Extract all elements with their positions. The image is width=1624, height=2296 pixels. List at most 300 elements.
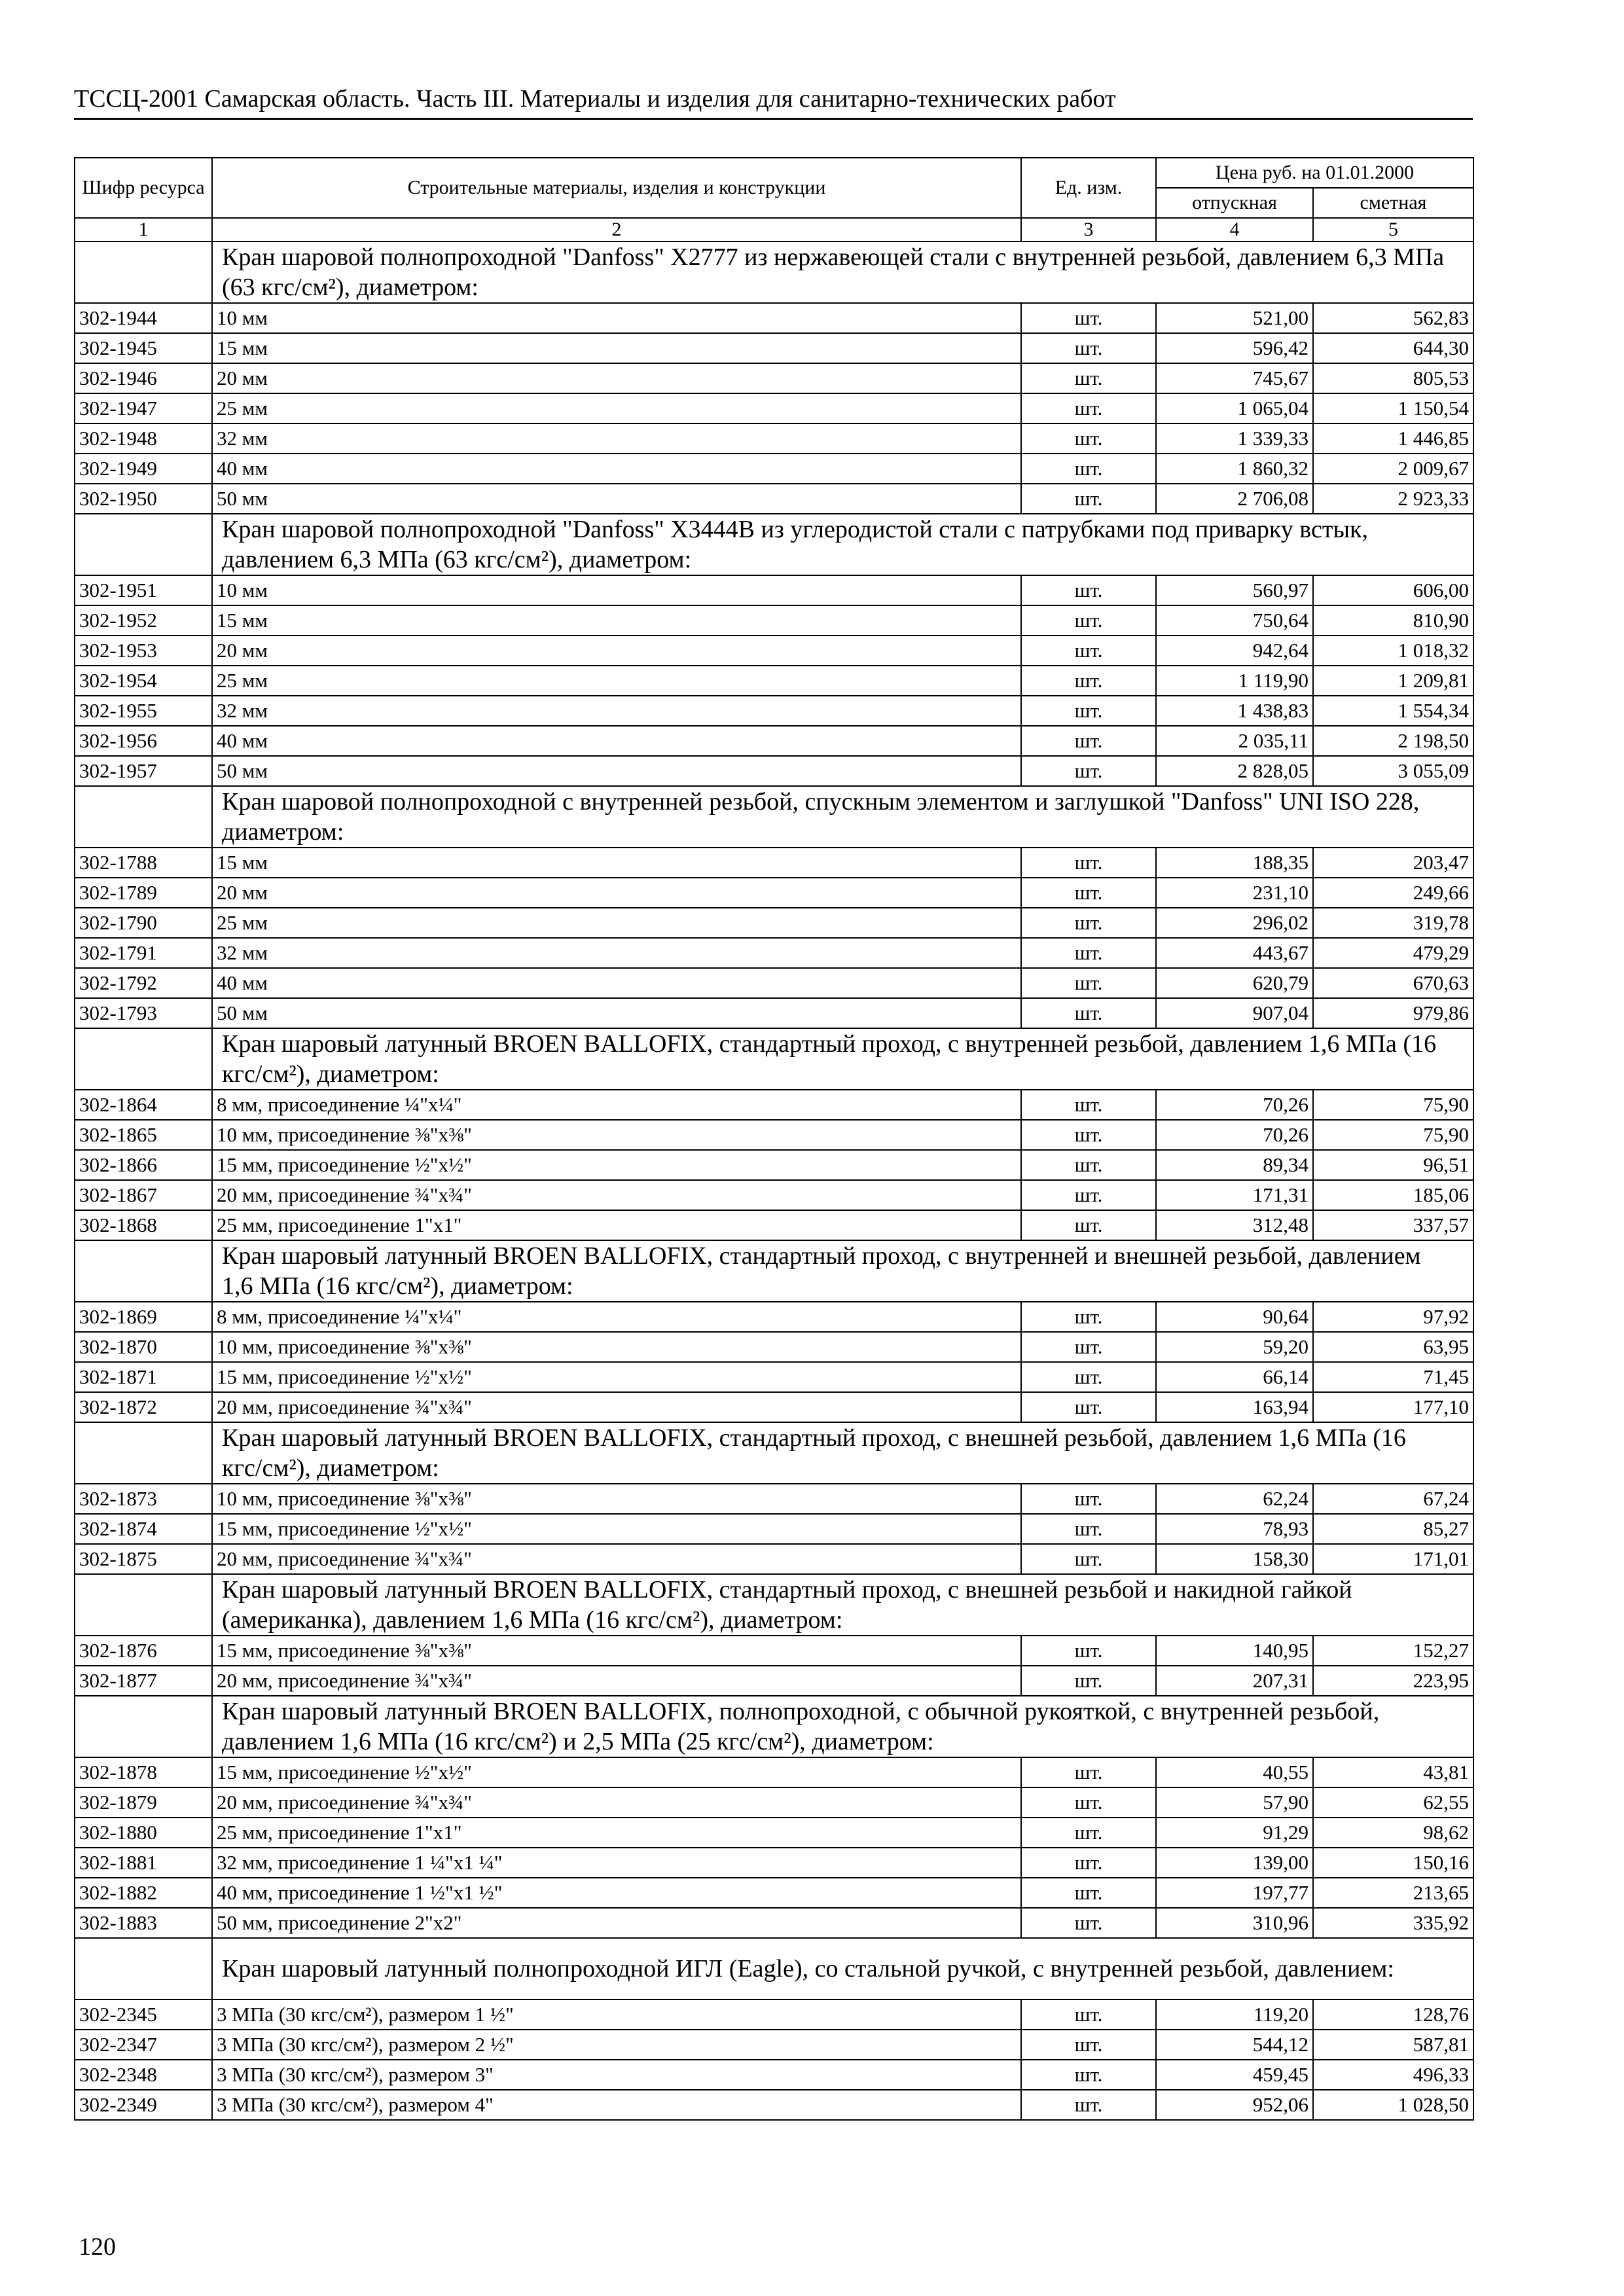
release-price: 171,31: [1156, 1180, 1313, 1210]
table-row: [75, 1544, 1473, 1574]
estimate-price: 150,16: [1313, 1848, 1473, 1878]
unit-cell: шт.: [1021, 938, 1156, 968]
table-row: [75, 696, 1473, 726]
page-number: 120: [79, 2233, 116, 2261]
estimate-price: 171,01: [1313, 1544, 1473, 1574]
unit-cell: шт.: [1021, 1332, 1156, 1362]
unit-cell: шт.: [1021, 1362, 1156, 1392]
estimate-price: 213,65: [1313, 1878, 1473, 1908]
estimate-price: 1 018,32: [1313, 636, 1473, 666]
estimate-price: 1 150,54: [1313, 393, 1473, 423]
resource-code: 302-1789: [75, 878, 212, 908]
estimate-price: 2 009,67: [1313, 454, 1473, 484]
item-name: 3 МПа (30 кгс/см²), размером 4": [212, 2090, 1021, 2120]
table-row: [75, 1848, 1473, 1878]
col-header-estimate: сметная: [1313, 188, 1473, 218]
resource-code: 302-1950: [75, 484, 212, 514]
unit-cell: шт.: [1021, 1544, 1156, 1574]
unit-cell: шт.: [1021, 1878, 1156, 1908]
table-row: [75, 848, 1473, 878]
item-name: 15 мм: [212, 333, 1021, 363]
page-header-title: ТССЦ-2001 Самарская область. Часть III. Материалы и изделия для санитарно-технических работ: [74, 85, 1116, 113]
release-price: 952,06: [1156, 2090, 1313, 2120]
release-price: 443,67: [1156, 938, 1313, 968]
table-row: [75, 423, 1473, 454]
item-name: 40 мм: [212, 726, 1021, 756]
item-name: 20 мм, присоединение ¾"х¾": [212, 1392, 1021, 1422]
release-price: 119,20: [1156, 2000, 1313, 2030]
resource-code: 302-1879: [75, 1787, 212, 1818]
item-name: 32 мм: [212, 423, 1021, 454]
unit-cell: шт.: [1021, 1090, 1156, 1120]
item-name: 15 мм: [212, 848, 1021, 878]
unit-cell: шт.: [1021, 1180, 1156, 1210]
estimate-price: 319,78: [1313, 908, 1473, 938]
estimate-price: 2 923,33: [1313, 484, 1473, 514]
release-price: 596,42: [1156, 333, 1313, 363]
col-number: 5: [1313, 218, 1473, 242]
resource-code: 302-1871: [75, 1362, 212, 1392]
table-row: [75, 333, 1473, 363]
item-name: 20 мм, присоединение ¾"х¾": [212, 1787, 1021, 1818]
group-code-cell: [75, 1422, 212, 1484]
item-name: 40 мм: [212, 968, 1021, 998]
item-name: 32 мм: [212, 938, 1021, 968]
resource-code: 302-1788: [75, 848, 212, 878]
release-price: 163,94: [1156, 1392, 1313, 1422]
resource-code: 302-1864: [75, 1090, 212, 1120]
group-code-cell: [75, 1240, 212, 1302]
release-price: 296,02: [1156, 908, 1313, 938]
item-name: 50 мм: [212, 484, 1021, 514]
group-header-row: [75, 1422, 1473, 1484]
release-price: 310,96: [1156, 1908, 1313, 1938]
group-code-cell: [75, 786, 212, 848]
release-price: 2 828,05: [1156, 756, 1313, 786]
item-name: 15 мм, присоединение ⅜"х⅜": [212, 1636, 1021, 1666]
release-price: 620,79: [1156, 968, 1313, 998]
item-name: 3 МПа (30 кгс/см²), размером 2 ½": [212, 2030, 1021, 2060]
item-name: 15 мм, присоединение ½"х½": [212, 1757, 1021, 1787]
release-price: 907,04: [1156, 998, 1313, 1028]
release-price: 66,14: [1156, 1362, 1313, 1392]
table-row: [75, 1818, 1473, 1848]
estimate-price: 177,10: [1313, 1392, 1473, 1422]
col-number: 1: [75, 218, 212, 242]
col-number: 4: [1156, 218, 1313, 242]
release-price: 40,55: [1156, 1757, 1313, 1787]
resource-code: 302-1873: [75, 1484, 212, 1514]
unit-cell: шт.: [1021, 1757, 1156, 1787]
price-table: [74, 157, 1474, 2121]
estimate-price: 337,57: [1313, 1210, 1473, 1240]
estimate-price: 3 055,09: [1313, 756, 1473, 786]
item-name: 25 мм, присоединение 1"х1": [212, 1210, 1021, 1240]
group-code-cell: [75, 1574, 212, 1636]
group-title: Кран шаровой полнопроходной с внутренней резьбой, спускным элементом и заглушкой "Danfoss" UNI ISO 228, диаметром:: [212, 786, 1473, 848]
release-price: 1 438,83: [1156, 696, 1313, 726]
group-title: Кран шаровый латунный BROEN BALLOFIX, стандартный проход, с внешней резьбой и накидной гайкой (американка), давлением 1,6 МПа (16 кгс/см²), диаметром:: [212, 1574, 1473, 1636]
estimate-price: 67,24: [1313, 1484, 1473, 1514]
group-code-cell: [75, 1028, 212, 1090]
group-title: Кран шаровый латунный BROEN BALLOFIX, стандартный проход, с внешней резьбой, давлением 1,6 МПа (16 кгс/см²), диаметром:: [212, 1422, 1473, 1484]
estimate-price: 223,95: [1313, 1666, 1473, 1696]
release-price: 231,10: [1156, 878, 1313, 908]
item-name: 15 мм, присоединение ½"х½": [212, 1362, 1021, 1392]
group-header-row: [75, 1574, 1473, 1636]
unit-cell: шт.: [1021, 1120, 1156, 1150]
estimate-price: 63,95: [1313, 1332, 1473, 1362]
item-name: 8 мм, присоединение ¼"х¼": [212, 1302, 1021, 1332]
table-row: [75, 1362, 1473, 1392]
table-row: [75, 1757, 1473, 1787]
unit-cell: шт.: [1021, 454, 1156, 484]
group-header-row: [75, 514, 1473, 575]
unit-cell: шт.: [1021, 968, 1156, 998]
resource-code: 302-1881: [75, 1848, 212, 1878]
table-row: [75, 908, 1473, 938]
table-row: [75, 1302, 1473, 1332]
estimate-price: 96,51: [1313, 1150, 1473, 1180]
release-price: 158,30: [1156, 1544, 1313, 1574]
item-name: 25 мм, присоединение 1"х1": [212, 1818, 1021, 1848]
resource-code: 302-1955: [75, 696, 212, 726]
table-row: [75, 1210, 1473, 1240]
item-name: 50 мм, присоединение 2"х2": [212, 1908, 1021, 1938]
resource-code: 302-1867: [75, 1180, 212, 1210]
unit-cell: шт.: [1021, 303, 1156, 333]
release-price: 1 065,04: [1156, 393, 1313, 423]
table-row: [75, 1878, 1473, 1908]
group-code-cell: [75, 1696, 212, 1757]
release-price: 544,12: [1156, 2030, 1313, 2060]
group-title: Кран шаровый латунный BROEN BALLOFIX, стандартный проход, с внутренней и внешней резьбой, давлением 1,6 МПа (16 кгс/см²), диаметром:: [212, 1240, 1473, 1302]
unit-cell: шт.: [1021, 1908, 1156, 1938]
estimate-price: 670,63: [1313, 968, 1473, 998]
release-price: 89,34: [1156, 1150, 1313, 1180]
release-price: 70,26: [1156, 1120, 1313, 1150]
estimate-price: 128,76: [1313, 2000, 1473, 2030]
estimate-price: 97,92: [1313, 1302, 1473, 1332]
release-price: 70,26: [1156, 1090, 1313, 1120]
resource-code: 302-1953: [75, 636, 212, 666]
release-price: 91,29: [1156, 1818, 1313, 1848]
resource-code: 302-1876: [75, 1636, 212, 1666]
release-price: 62,24: [1156, 1484, 1313, 1514]
group-code-cell: [75, 514, 212, 575]
col-header-release: отпускная: [1156, 188, 1313, 218]
item-name: 15 мм, присоединение ½"х½": [212, 1150, 1021, 1180]
table-row: [75, 878, 1473, 908]
group-title: Кран шаровой полнопроходной "Danfoss" X2777 из нержавеющей стали с внутренней резьбой, давлением 6,3 МПа (63 кгс/см²), диаметром:: [212, 242, 1473, 303]
table-row: [75, 1636, 1473, 1666]
table-row: [75, 636, 1473, 666]
item-name: 20 мм, присоединение ¾"х¾": [212, 1180, 1021, 1210]
resource-code: 302-1874: [75, 1514, 212, 1544]
resource-code: 302-1947: [75, 393, 212, 423]
unit-cell: шт.: [1021, 2090, 1156, 2120]
table-row: [75, 666, 1473, 696]
release-price: 78,93: [1156, 1514, 1313, 1544]
table-row: [75, 454, 1473, 484]
item-name: 25 мм: [212, 393, 1021, 423]
estimate-price: 75,90: [1313, 1120, 1473, 1150]
group-header-row: [75, 242, 1473, 303]
release-price: 1 119,90: [1156, 666, 1313, 696]
release-price: 59,20: [1156, 1332, 1313, 1362]
release-price: 90,64: [1156, 1302, 1313, 1332]
group-title: Кран шаровый латунный BROEN BALLOFIX, стандартный проход, с внутренней резьбой, давлением 1,6 МПа (16 кгс/см²), диаметром:: [212, 1028, 1473, 1090]
estimate-price: 644,30: [1313, 333, 1473, 363]
resource-code: 302-1957: [75, 756, 212, 786]
item-name: 3 МПа (30 кгс/см²), размером 3": [212, 2060, 1021, 2090]
col-header-code: Шифр ресурса: [75, 158, 212, 218]
item-name: 40 мм: [212, 454, 1021, 484]
unit-cell: шт.: [1021, 848, 1156, 878]
unit-cell: шт.: [1021, 998, 1156, 1028]
item-name: 15 мм: [212, 605, 1021, 636]
unit-cell: шт.: [1021, 333, 1156, 363]
table-row: [75, 968, 1473, 998]
unit-cell: шт.: [1021, 1210, 1156, 1240]
unit-cell: шт.: [1021, 1848, 1156, 1878]
estimate-price: 249,66: [1313, 878, 1473, 908]
unit-cell: шт.: [1021, 2030, 1156, 2060]
estimate-price: 335,92: [1313, 1908, 1473, 1938]
release-price: 459,45: [1156, 2060, 1313, 2090]
table-row: [75, 1180, 1473, 1210]
item-name: 32 мм: [212, 696, 1021, 726]
unit-cell: шт.: [1021, 423, 1156, 454]
table-row: [75, 484, 1473, 514]
price-table-body: [75, 242, 1473, 2120]
unit-cell: шт.: [1021, 1392, 1156, 1422]
resource-code: 302-1952: [75, 605, 212, 636]
resource-code: 302-2347: [75, 2030, 212, 2060]
release-price: 188,35: [1156, 848, 1313, 878]
estimate-price: 587,81: [1313, 2030, 1473, 2060]
resource-code: 302-1872: [75, 1392, 212, 1422]
release-price: 1 860,32: [1156, 454, 1313, 484]
item-name: 20 мм, присоединение ¾"х¾": [212, 1544, 1021, 1574]
unit-cell: шт.: [1021, 1150, 1156, 1180]
estimate-price: 203,47: [1313, 848, 1473, 878]
resource-code: 302-1949: [75, 454, 212, 484]
resource-code: 302-1946: [75, 363, 212, 393]
item-name: 25 мм: [212, 666, 1021, 696]
unit-cell: шт.: [1021, 636, 1156, 666]
estimate-price: 2 198,50: [1313, 726, 1473, 756]
item-name: 50 мм: [212, 756, 1021, 786]
estimate-price: 479,29: [1313, 938, 1473, 968]
release-price: 560,97: [1156, 575, 1313, 605]
group-header-row: [75, 1028, 1473, 1090]
table-row: [75, 2090, 1473, 2120]
item-name: 20 мм: [212, 636, 1021, 666]
table-row: [75, 2000, 1473, 2030]
table-row: [75, 1392, 1473, 1422]
unit-cell: шт.: [1021, 484, 1156, 514]
unit-cell: шт.: [1021, 393, 1156, 423]
estimate-price: 75,90: [1313, 1090, 1473, 1120]
header-rule: [74, 118, 1473, 120]
item-name: 15 мм, присоединение ½"х½": [212, 1514, 1021, 1544]
col-header-name: Строительные материалы, изделия и конструкции: [212, 158, 1021, 218]
estimate-price: 62,55: [1313, 1787, 1473, 1818]
item-name: 20 мм: [212, 363, 1021, 393]
estimate-price: 152,27: [1313, 1636, 1473, 1666]
resource-code: 302-1954: [75, 666, 212, 696]
resource-code: 302-1868: [75, 1210, 212, 1240]
item-name: 20 мм, присоединение ¾"х¾": [212, 1666, 1021, 1696]
item-name: 10 мм, присоединение ⅜"х⅜": [212, 1332, 1021, 1362]
resource-code: 302-1948: [75, 423, 212, 454]
estimate-price: 979,86: [1313, 998, 1473, 1028]
unit-cell: шт.: [1021, 1818, 1156, 1848]
item-name: 10 мм, присоединение ⅜"х⅜": [212, 1120, 1021, 1150]
release-price: 521,00: [1156, 303, 1313, 333]
unit-cell: шт.: [1021, 756, 1156, 786]
unit-cell: шт.: [1021, 1514, 1156, 1544]
release-price: 140,95: [1156, 1636, 1313, 1666]
resource-code: 302-1878: [75, 1757, 212, 1787]
group-title: Кран шаровой полнопроходной "Danfoss" X3444B из углеродистой стали с патрубками под приварку встык, давлением 6,3 МПа (63 кгс/см²), диаметром:: [212, 514, 1473, 575]
table-row: [75, 1666, 1473, 1696]
resource-code: 302-2348: [75, 2060, 212, 2090]
estimate-price: 562,83: [1313, 303, 1473, 333]
resource-code: 302-1945: [75, 333, 212, 363]
table-row: [75, 1120, 1473, 1150]
item-name: 8 мм, присоединение ¼"х¼": [212, 1090, 1021, 1120]
resource-code: 302-2349: [75, 2090, 212, 2120]
unit-cell: шт.: [1021, 1787, 1156, 1818]
resource-code: 302-2345: [75, 2000, 212, 2030]
unit-cell: шт.: [1021, 726, 1156, 756]
release-price: 312,48: [1156, 1210, 1313, 1240]
resource-code: 302-1956: [75, 726, 212, 756]
estimate-price: 1 028,50: [1313, 2090, 1473, 2120]
group-code-cell: [75, 242, 212, 303]
unit-cell: шт.: [1021, 1666, 1156, 1696]
resource-code: 302-1791: [75, 938, 212, 968]
release-price: 1 339,33: [1156, 423, 1313, 454]
unit-cell: шт.: [1021, 696, 1156, 726]
unit-cell: шт.: [1021, 1484, 1156, 1514]
unit-cell: шт.: [1021, 878, 1156, 908]
table-row: [75, 1908, 1473, 1938]
resource-code: 302-1944: [75, 303, 212, 333]
table-row: [75, 1484, 1473, 1514]
item-name: 20 мм: [212, 878, 1021, 908]
col-number: 2: [212, 218, 1021, 242]
release-price: 942,64: [1156, 636, 1313, 666]
estimate-price: 1 209,81: [1313, 666, 1473, 696]
col-number: 3: [1021, 218, 1156, 242]
unit-cell: шт.: [1021, 908, 1156, 938]
release-price: 139,00: [1156, 1848, 1313, 1878]
item-name: 50 мм: [212, 998, 1021, 1028]
table-row: [75, 1150, 1473, 1180]
group-title: Кран шаровый латунный BROEN BALLOFIX, полнопроходной, с обычной рукояткой, с внутренней резьбой, давлением 1,6 МПа (16 кгс/см²) и 2,5 МПа (25 кгс/см²), диаметром:: [212, 1696, 1473, 1757]
resource-code: 302-1883: [75, 1908, 212, 1938]
estimate-price: 810,90: [1313, 605, 1473, 636]
table-row: [75, 938, 1473, 968]
estimate-price: 85,27: [1313, 1514, 1473, 1544]
table-row: [75, 575, 1473, 605]
unit-cell: шт.: [1021, 2060, 1156, 2090]
item-name: 32 мм, присоединение 1 ¼"х1 ¼": [212, 1848, 1021, 1878]
release-price: 2 035,11: [1156, 726, 1313, 756]
table-row: [75, 303, 1473, 333]
table-row: [75, 1332, 1473, 1362]
resource-code: 302-1866: [75, 1150, 212, 1180]
estimate-price: 71,45: [1313, 1362, 1473, 1392]
resource-code: 302-1875: [75, 1544, 212, 1574]
release-price: 197,77: [1156, 1878, 1313, 1908]
release-price: 207,31: [1156, 1666, 1313, 1696]
release-price: 745,67: [1156, 363, 1313, 393]
resource-code: 302-1951: [75, 575, 212, 605]
unit-cell: шт.: [1021, 1636, 1156, 1666]
estimate-price: 98,62: [1313, 1818, 1473, 1848]
col-header-price-group: Цена руб. на 01.01.2000: [1156, 158, 1473, 188]
table-row: [75, 1090, 1473, 1120]
table-row: [75, 2060, 1473, 2090]
resource-code: 302-1869: [75, 1302, 212, 1332]
release-price: 2 706,08: [1156, 484, 1313, 514]
table-row: [75, 363, 1473, 393]
item-name: 40 мм, присоединение 1 ½"х1 ½": [212, 1878, 1021, 1908]
table-row: [75, 998, 1473, 1028]
resource-code: 302-1793: [75, 998, 212, 1028]
resource-code: 302-1792: [75, 968, 212, 998]
group-title: Кран шаровый латунный полнопроходной ИГЛ (Eagle), со стальной ручкой, с внутренней резьбой, давлением:: [212, 1938, 1473, 2000]
release-price: 750,64: [1156, 605, 1313, 636]
estimate-price: 606,00: [1313, 575, 1473, 605]
table-row: [75, 1787, 1473, 1818]
group-header-row: [75, 1696, 1473, 1757]
estimate-price: 1 554,34: [1313, 696, 1473, 726]
unit-cell: шт.: [1021, 1302, 1156, 1332]
resource-code: 302-1880: [75, 1818, 212, 1848]
unit-cell: шт.: [1021, 666, 1156, 696]
table-row: [75, 726, 1473, 756]
item-name: 10 мм: [212, 575, 1021, 605]
resource-code: 302-1790: [75, 908, 212, 938]
unit-cell: шт.: [1021, 2000, 1156, 2030]
unit-cell: шт.: [1021, 605, 1156, 636]
estimate-price: 496,33: [1313, 2060, 1473, 2090]
table-row: [75, 393, 1473, 423]
estimate-price: 805,53: [1313, 363, 1473, 393]
release-price: 57,90: [1156, 1787, 1313, 1818]
table-row: [75, 605, 1473, 636]
item-name: 3 МПа (30 кгс/см²), размером 1 ½": [212, 2000, 1021, 2030]
resource-code: 302-1877: [75, 1666, 212, 1696]
resource-code: 302-1870: [75, 1332, 212, 1362]
unit-cell: шт.: [1021, 575, 1156, 605]
estimate-price: 185,06: [1313, 1180, 1473, 1210]
table-row: [75, 756, 1473, 786]
group-header-row: [75, 1240, 1473, 1302]
group-header-row: [75, 1938, 1473, 2000]
estimate-price: 43,81: [1313, 1757, 1473, 1787]
table-row: [75, 1514, 1473, 1544]
col-header-unit: Ед. изм.: [1021, 158, 1156, 218]
unit-cell: шт.: [1021, 363, 1156, 393]
item-name: 25 мм: [212, 908, 1021, 938]
estimate-price: 1 446,85: [1313, 423, 1473, 454]
